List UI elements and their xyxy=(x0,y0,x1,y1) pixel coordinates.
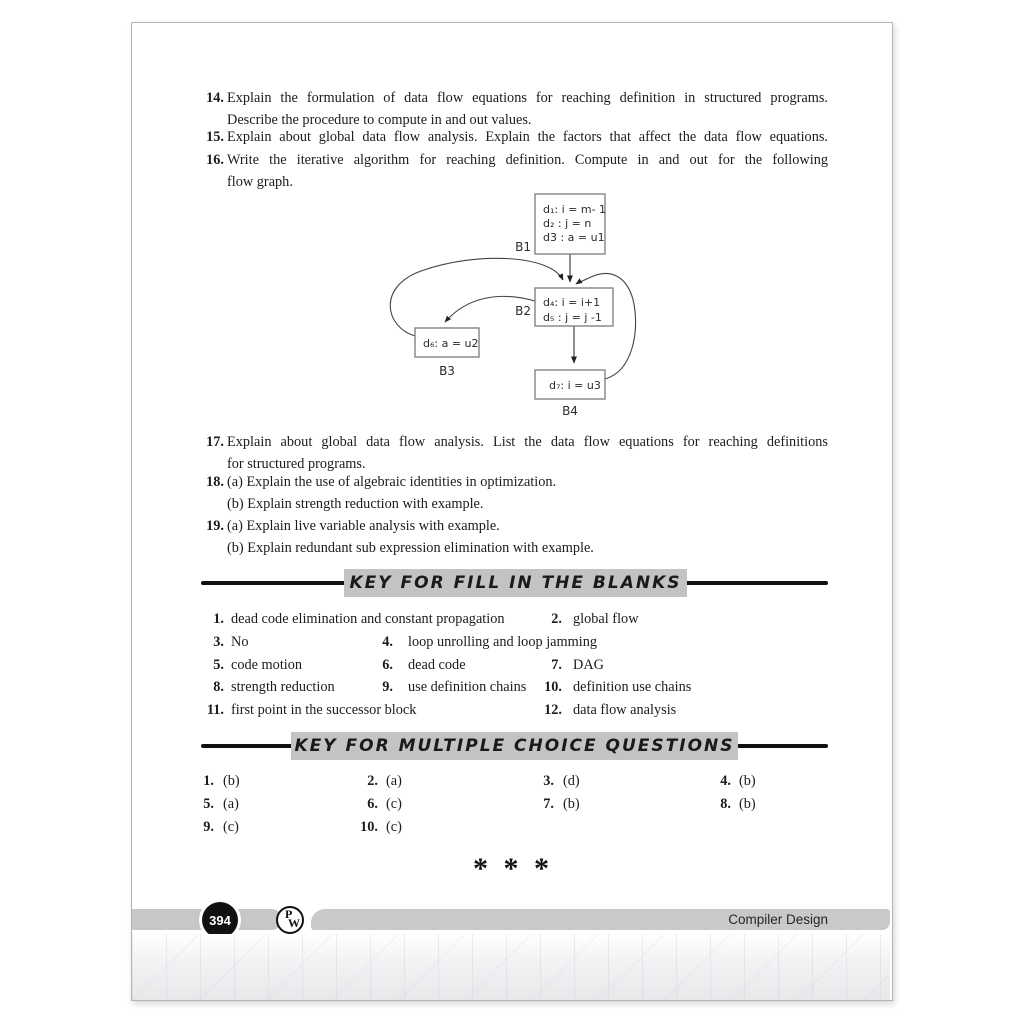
key-row xyxy=(132,609,892,631)
answer-number: 1. xyxy=(203,773,214,789)
flow-graph-svg xyxy=(375,189,645,424)
answer-text: (a) xyxy=(386,773,402,789)
answer-text: loop unrolling and loop jamming xyxy=(408,634,598,650)
key-row xyxy=(132,817,892,839)
b1-code-line: d₁: i = m- 1 xyxy=(543,203,607,216)
answer-text: definition use chains xyxy=(573,679,692,695)
footer-title-bar xyxy=(311,909,890,930)
answer-text: (b) xyxy=(739,796,756,812)
answer-number: 8. xyxy=(720,796,731,812)
fill-key-title: KEY FOR FILL IN THE BLANKS xyxy=(344,569,687,597)
question-text: for structured programs. xyxy=(227,456,366,472)
answer-number: 1. xyxy=(213,611,224,627)
answer-number: 7. xyxy=(551,657,562,673)
logo-letter-p: P xyxy=(285,907,293,921)
answer-number: 4. xyxy=(720,773,731,789)
answer-number: 2. xyxy=(551,611,562,627)
answer-number: 10. xyxy=(360,819,378,835)
key-row xyxy=(132,794,892,816)
answer-number: 9. xyxy=(203,819,214,835)
answer-text: No xyxy=(231,634,249,650)
answer-number: 6. xyxy=(367,796,378,812)
answer-number: 4. xyxy=(382,634,393,650)
answer-number: 5. xyxy=(203,796,214,812)
question-number: 19. xyxy=(206,518,224,534)
answer-number: 6. xyxy=(382,657,393,673)
publisher-logo xyxy=(276,906,304,934)
mcq-key-banner xyxy=(132,732,892,760)
question-16 xyxy=(132,149,832,193)
answer-number: 12. xyxy=(544,702,562,718)
answer-number: 10. xyxy=(544,679,562,695)
answer-text: dead code xyxy=(408,657,466,673)
answer-number: 8. xyxy=(213,679,224,695)
answer-text: DAG xyxy=(573,657,604,673)
fill-key-banner xyxy=(132,569,892,597)
answer-number: 7. xyxy=(543,796,554,812)
answer-number: 3. xyxy=(543,773,554,789)
block-label-b1: B1 xyxy=(515,240,531,254)
block-label-b2: B2 xyxy=(515,304,531,318)
question-number: 15. xyxy=(206,129,224,145)
question-text: Write the iterative algorithm for reaching definition. Compute in and out for the following xyxy=(227,152,828,168)
key-row xyxy=(132,677,892,699)
b4-code-line: d₇: i = u3 xyxy=(549,379,601,392)
book-title: Compiler Design xyxy=(728,912,828,927)
question-text: (b) Explain redundant sub expression elimination with example. xyxy=(227,540,594,556)
block-label-b4: B4 xyxy=(562,404,578,418)
page-number-badge xyxy=(202,902,238,938)
question-15 xyxy=(132,126,832,148)
answer-text: code motion xyxy=(231,657,303,673)
circuit-pattern-strip xyxy=(132,934,890,1000)
answer-number: 5. xyxy=(213,657,224,673)
question-text: flow graph. xyxy=(227,174,293,190)
question-text: Explain about global data flow analysis. Explain the factors that affect the data flow equations. xyxy=(227,129,828,145)
key-row xyxy=(132,700,892,722)
end-marker-glyphs: * * * xyxy=(473,852,553,886)
question-14 xyxy=(132,87,832,131)
b1-code-line: d₂ : j = n xyxy=(543,217,592,230)
question-text: Explain the formulation of data flow equations for reaching definition in structured programs. xyxy=(227,90,828,106)
question-number: 18. xyxy=(206,474,224,490)
logo-letter-w: W xyxy=(288,916,300,930)
b2-code-line: d₄: i = i+1 xyxy=(543,296,601,309)
answer-number: 2. xyxy=(367,773,378,789)
answer-text: (a) xyxy=(223,796,239,812)
answer-text: data flow analysis xyxy=(573,702,677,718)
question-17 xyxy=(132,431,832,475)
answer-text: (b) xyxy=(739,773,756,789)
flow-graph-diagram xyxy=(375,189,645,424)
question-text: Explain about global data flow analysis. List the data flow equations for reaching definitions xyxy=(227,434,828,450)
answer-number: 11. xyxy=(206,702,224,718)
question-text: (a) Explain live variable analysis with example. xyxy=(227,518,500,534)
answer-text: global flow xyxy=(573,611,639,627)
page-number: 394 xyxy=(209,912,231,928)
answer-number: 3. xyxy=(213,634,224,650)
mcq-key-title: KEY FOR MULTIPLE CHOICE QUESTIONS xyxy=(291,732,738,760)
question-number: 16. xyxy=(206,152,224,168)
answer-text: (d) xyxy=(563,773,580,789)
end-of-chapter-marker xyxy=(132,843,894,886)
answer-text: (c) xyxy=(386,796,402,812)
b2-code-line: d₅ : j = j -1 xyxy=(543,311,602,324)
question-text: (a) Explain the use of algebraic identities in optimization. xyxy=(227,474,557,490)
question-number: 14. xyxy=(206,90,224,106)
answer-text: (b) xyxy=(563,796,580,812)
question-number: 17. xyxy=(206,434,224,450)
question-19 xyxy=(132,515,832,559)
b1-code-line: d3 : a = u1 xyxy=(543,231,605,244)
key-row xyxy=(132,771,892,793)
key-row xyxy=(132,632,892,654)
key-row xyxy=(132,655,892,677)
answer-text: first point in the successor block xyxy=(231,702,417,718)
b3-code-line: d₆: a = u2 xyxy=(423,337,479,350)
answer-text: (c) xyxy=(386,819,402,835)
answer-text: (c) xyxy=(223,819,239,835)
question-text: Describe the procedure to compute in and out values. xyxy=(227,112,532,128)
answer-text: (b) xyxy=(223,773,240,789)
question-text: (b) Explain strength reduction with example. xyxy=(227,496,484,512)
block-label-b3: B3 xyxy=(439,364,455,378)
answer-text: use definition chains xyxy=(408,679,527,695)
answer-text: dead code elimination and constant propagation xyxy=(231,611,505,627)
answer-number: 9. xyxy=(382,679,393,695)
answer-text: strength reduction xyxy=(231,679,335,695)
question-18 xyxy=(132,471,832,515)
book-page xyxy=(131,22,893,1001)
